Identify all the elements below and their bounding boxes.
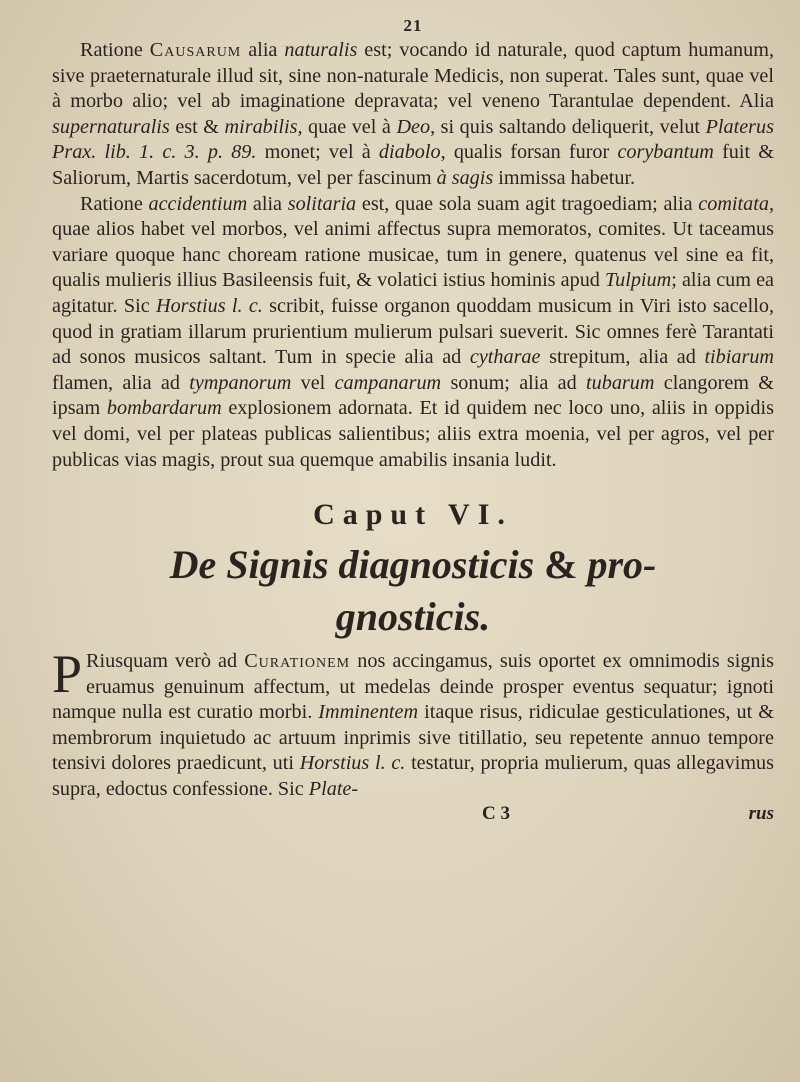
term-supernaturalis: supernaturalis: [52, 115, 170, 138]
text-span: , quae alios habet vel morbos, vel animi affectus supra memoratos, comites. Ut taceamus variare quoque hanc choream ratione musicae, tum in genere, quatenus vel sine ea fit, qualis mulieris illius Basileensis fuit, & volatici istius hominis apud: [52, 192, 774, 292]
chapter-title-ampersand: &: [544, 542, 578, 588]
citation-tulpium: Tulpium: [605, 269, 672, 292]
page-footer: [52, 803, 774, 827]
text-span: alia: [241, 39, 285, 61]
paragraph-diagnostics: [52, 644, 774, 803]
text-span: est, quae sola suam agit tragoediam; alia: [356, 192, 699, 215]
term-a-sagis: à sagis: [436, 166, 494, 189]
citation-horstius: Horstius l. c.: [156, 294, 263, 317]
citation-plate: Plate-: [308, 778, 359, 801]
text-span: , qualis forsan furor: [440, 141, 618, 164]
term-mirabilis: mirabilis: [224, 115, 298, 138]
chapter-title-line1-end: pro-: [587, 542, 657, 588]
text-span: sonum; alia ad: [441, 371, 587, 394]
chapter-title-line2: gnosticis.: [335, 594, 491, 640]
page-number: 21: [403, 16, 423, 35]
term-bombardarum: bombardarum: [106, 397, 222, 420]
term-tubarum: tubarum: [586, 371, 655, 394]
term-imminentem: Imminentem: [318, 701, 419, 724]
text-span: est; vocando id naturale, quod captum humanum, sive praeternaturale illud sit, sine non-naturale Medicis, non superat. Tales sunt, quae vel à morbo alio; vel ab imaginatione depravata; vel veneno Tarantulae dependent. Alia: [52, 39, 774, 113]
term-curationem: Curationem: [244, 650, 351, 673]
citation-horstius-2: Horstius l. c.: [299, 752, 406, 775]
text-span: vel: [291, 371, 335, 394]
term-accidentium: accidentium: [148, 192, 248, 215]
chapter-number: Caput VI.: [313, 498, 513, 532]
chapter-title: [52, 539, 774, 643]
text-span: Riusquam verò ad: [86, 650, 245, 673]
term-diabolo: diabolo: [378, 141, 441, 164]
text-span: ; alia cum ea agitatur. Sic: [52, 269, 774, 317]
paragraph-causes: [52, 38, 774, 192]
term-cytharae: cytharae: [469, 346, 541, 369]
drop-cap: P: [52, 644, 83, 705]
text-span: nos accingamus, suis oportet ex omnimodis signis eruamus genuinum affectum, ut medelas deinde prosper eventus sequatur; ignoti namque nulla est curatio morbi.: [52, 650, 774, 724]
citation-platerus: Platerus Prax. lib. 1. c. 3. p. 89.: [52, 115, 774, 164]
text-span: , si quis saltando deliquerit, velut: [430, 115, 706, 138]
text-span: itaque risus, ridiculae gesticulationes, ut & membrorum inquietudo ac artuum inprimis sive titillatio, seu repetente annuo tempore tensivi dolores praedicunt, uti: [52, 701, 774, 775]
text-block: [52, 14, 774, 827]
text-span: clangorem & ipsam: [52, 371, 774, 420]
text-span: monet; vel à: [256, 141, 379, 164]
term-tibiarum: tibiarum: [704, 346, 774, 369]
term-deo: Deo: [396, 115, 431, 138]
term-comitata: comitata: [698, 192, 769, 215]
text-span: explosionem adornata. Et id quidem nec loco uno, aliis in oppidis vel domi, vel per plateas publicas salientibus; aliis extra moenia, vel per agros, vel per publicas vias magis, prout sua quemque amabilis insania ludit.: [52, 397, 774, 471]
text-span: Ratione: [80, 192, 149, 215]
term-causarum: Causarum: [149, 39, 242, 61]
text-span: , quae vel à: [297, 115, 397, 138]
catchword: rus: [748, 802, 774, 824]
text-span: alia: [247, 192, 288, 215]
chapter-title-line1: De Signis diagnosticis: [169, 542, 535, 588]
term-tympanorum: tympanorum: [189, 371, 292, 394]
text-span: fuit & Saliorum, Martis sacerdotum, vel per fascinum: [52, 141, 774, 189]
text-span: scribit, fuisse organon quoddam musicum in Viri isto sacello, quod in gratiam illarum prurientium mulierum pulsari sueverit. Sic omnes ferè Tarantati ad sonos musicos saltant. Tum in specie alia ad: [52, 294, 774, 369]
term-corybantum: corybantum: [617, 141, 714, 164]
term-campanarum: campanarum: [334, 371, 442, 394]
text-span: flamen, alia ad: [52, 371, 190, 394]
text-span: strepitum, alia ad: [540, 346, 705, 369]
text-span: Ratione: [80, 39, 150, 61]
text-span: immissa habetur.: [493, 166, 636, 189]
text-span: est &: [169, 115, 225, 138]
signature-mark: C 3: [482, 802, 510, 824]
term-naturalis: naturalis: [284, 39, 358, 61]
term-solitaria: solitaria: [287, 192, 357, 215]
paragraph-accidents: [52, 192, 774, 474]
text-span: testatur, propria mulierum, quas allegavimus supra, edoctus confessione. Sic: [52, 752, 774, 801]
